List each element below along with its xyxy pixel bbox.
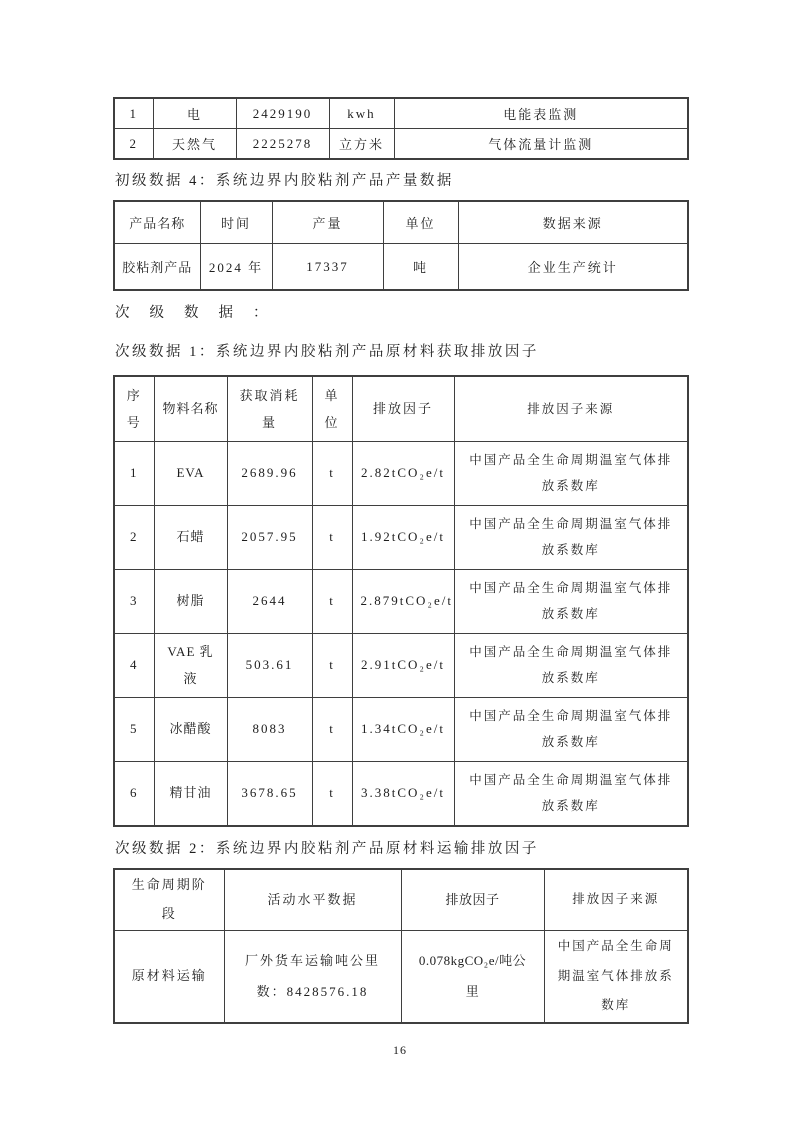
header-material-name: 物料名称 [154, 376, 227, 442]
cell-factor-source: 中国产品全生命周期温室气体排放系数库 [454, 762, 688, 827]
header-quantity: 获取消耗量 [227, 376, 312, 442]
cell-unit: t [312, 442, 352, 506]
cell-row-no: 1 [114, 98, 153, 129]
raw-material-transport-factors-table [113, 868, 689, 1024]
cell-material: 石蜡 [154, 506, 227, 570]
cell-row-no: 2 [114, 129, 153, 160]
cell-serial-no: 1 [114, 442, 154, 506]
header-unit: 单位 [312, 376, 352, 442]
header-serial-no: 序号 [114, 376, 154, 442]
cell-quantity: 2689.96 [227, 442, 312, 506]
table-row [114, 698, 688, 762]
cell-material: 树脂 [154, 570, 227, 634]
cell-quantity: 2057.95 [227, 506, 312, 570]
cell-unit: 吨 [383, 244, 458, 291]
cell-serial-no: 2 [114, 506, 154, 570]
cell-product-name: 胶粘剂产品 [114, 244, 200, 291]
cell-value: 2225278 [236, 129, 329, 160]
header-emission-factor: 排放因子 [401, 869, 544, 931]
cell-activity-data: 厂外货车运输吨公里数：8428576.18 [224, 931, 401, 1024]
cell-output: 17337 [272, 244, 383, 291]
cell-factor-source: 中国产品全生命周期温室气体排放系数库 [454, 570, 688, 634]
header-data-source: 数据来源 [458, 201, 688, 244]
cell-lifecycle-stage: 原材料运输 [114, 931, 224, 1024]
table-row [114, 98, 688, 129]
cell-quantity: 2644 [227, 570, 312, 634]
cell-energy-name: 电 [153, 98, 236, 129]
cell-unit: t [312, 506, 352, 570]
cell-quantity: 8083 [227, 698, 312, 762]
cell-unit: 立方米 [329, 129, 394, 160]
table-row [114, 129, 688, 160]
table-row [114, 442, 688, 506]
cell-data-source: 企业生产统计 [458, 244, 688, 291]
cell-time: 2024 年 [200, 244, 272, 291]
header-time: 时间 [200, 201, 272, 244]
header-emission-factor: 排放因子 [352, 376, 454, 442]
cell-unit: t [312, 698, 352, 762]
header-lifecycle-stage: 生命周期阶段 [114, 869, 224, 931]
header-activity-data: 活动水平数据 [224, 869, 401, 931]
header-product-name: 产品名称 [114, 201, 200, 244]
page-number: 16 [393, 1043, 407, 1057]
table-row [114, 506, 688, 570]
cell-value: 2429190 [236, 98, 329, 129]
cell-emission-factor: 1.92tCO₂e/t [352, 506, 454, 570]
table-row [114, 570, 688, 634]
cell-emission-factor: 2.879tCO₂e/t [352, 570, 454, 634]
cell-emission-factor: 2.82tCO₂e/t [352, 442, 454, 506]
table-row [114, 931, 688, 1024]
table-row [114, 244, 688, 291]
cell-serial-no: 4 [114, 634, 154, 698]
cell-material: EVA [154, 442, 227, 506]
cell-factor-source: 中国产品全生命周期温室气体排放系数库 [454, 634, 688, 698]
energy-consumption-table [113, 97, 689, 160]
cell-emission-factor: 2.91tCO₂e/t [352, 634, 454, 698]
header-unit: 单位 [383, 201, 458, 244]
cell-material: 精甘油 [154, 762, 227, 827]
cell-energy-name: 天然气 [153, 129, 236, 160]
section-heading-secondary-data-2: 次级数据 2：系统边界内胶粘剂产品原材料运输排放因子 [115, 841, 539, 857]
cell-serial-no: 3 [114, 570, 154, 634]
header-output: 产量 [272, 201, 383, 244]
cell-serial-no: 5 [114, 698, 154, 762]
cell-material: VAE 乳液 [154, 634, 227, 698]
cell-unit: kwh [329, 98, 394, 129]
header-factor-source: 排放因子来源 [544, 869, 688, 931]
cell-quantity: 3678.65 [227, 762, 312, 827]
cell-factor-source: 中国产品全生命周期温室气体排放系数库 [544, 931, 688, 1024]
cell-factor-source: 中国产品全生命周期温室气体排放系数库 [454, 442, 688, 506]
cell-unit: t [312, 634, 352, 698]
section-heading-secondary-data-1: 次级数据 1：系统边界内胶粘剂产品原材料获取排放因子 [115, 344, 539, 360]
table-row [114, 634, 688, 698]
cell-unit: t [312, 762, 352, 827]
section-heading-primary-data-4: 初级数据 4：系统边界内胶粘剂产品产量数据 [115, 173, 454, 189]
table-header-row [114, 869, 688, 931]
cell-emission-factor: 0.078kgCO₂e/吨公里 [401, 931, 544, 1024]
cell-material: 冰醋酸 [154, 698, 227, 762]
cell-emission-factor: 3.38tCO₂e/t [352, 762, 454, 827]
cell-unit: t [312, 570, 352, 634]
header-factor-source: 排放因子来源 [454, 376, 688, 442]
raw-material-acquisition-factors-table [113, 375, 689, 827]
cell-emission-factor: 1.34tCO₂e/t [352, 698, 454, 762]
cell-serial-no: 6 [114, 762, 154, 827]
table-header-row [114, 201, 688, 244]
cell-factor-source: 中国产品全生命周期温室气体排放系数库 [454, 698, 688, 762]
cell-factor-source: 中国产品全生命周期温室气体排放系数库 [454, 506, 688, 570]
cell-data-source: 气体流量计监测 [394, 129, 688, 160]
cell-data-source: 电能表监测 [394, 98, 688, 129]
table-header-row [114, 376, 688, 442]
table-row [114, 762, 688, 827]
cell-quantity: 503.61 [227, 634, 312, 698]
secondary-data-label: 次级数据： [115, 305, 288, 321]
product-output-table [113, 200, 689, 291]
